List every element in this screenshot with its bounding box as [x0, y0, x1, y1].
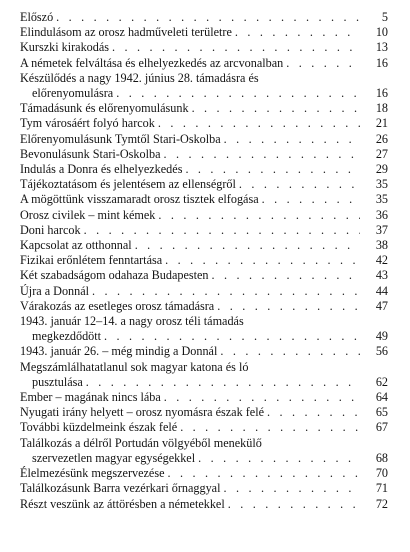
toc-entry-multiline — [20, 436, 388, 466]
dot-leader — [164, 466, 360, 481]
toc-entry-page: 65 — [375, 405, 388, 420]
toc-entry-title: A németek felváltása és elhelyezkedés az arcvonalban — [20, 55, 284, 70]
toc-entry-page: 68 — [375, 450, 388, 465]
toc-entry-title-continued: szervezetlen magyar egységekkel — [32, 450, 196, 465]
toc-entry — [20, 253, 388, 268]
toc-entry — [20, 497, 388, 512]
toc-entry-continuation — [20, 375, 388, 390]
toc-entry-page: 37 — [375, 222, 388, 237]
toc-entry-title: Ember – magának nincs lába — [20, 390, 161, 405]
toc-entry-page: 29 — [375, 162, 388, 177]
dot-leader — [283, 56, 360, 71]
dot-leader — [132, 238, 360, 253]
toc-entry-page: 35 — [375, 177, 388, 192]
table-of-contents — [20, 10, 388, 512]
dot-leader — [195, 451, 360, 466]
toc-entry — [20, 466, 388, 481]
toc-entry-title: Előrenyomulásunk Tymtől Stari-Oskolba — [20, 131, 221, 146]
toc-entry — [20, 177, 388, 192]
toc-entry-title: Nyugati irány helyett – orosz nyomásra észak felé — [20, 405, 264, 420]
toc-entry-page: 43 — [375, 268, 388, 283]
toc-entry-title: Doni harcok — [20, 222, 81, 237]
toc-entry-title: Újra a Donnál — [20, 283, 90, 298]
dot-leader — [217, 344, 360, 359]
dot-leader — [214, 299, 360, 314]
toc-entry-title: Találkozásunk Barra vezérkari őrnaggyal — [20, 481, 221, 496]
dot-leader — [155, 208, 360, 223]
toc-entry — [20, 132, 388, 147]
toc-entry — [20, 481, 388, 496]
dot-leader — [236, 177, 360, 192]
toc-entry — [20, 192, 388, 207]
toc-entry-page: 62 — [375, 374, 388, 389]
toc-entry-title: További küzdelmeink észak felé — [20, 420, 178, 435]
toc-entry-title: Bevonulásunk Stari-Oskolba — [20, 146, 161, 161]
toc-entry-page: 16 — [375, 86, 388, 101]
dot-leader — [83, 375, 360, 390]
toc-entry-title: Tájékoztatásom és jelentésem az ellenségről — [20, 177, 236, 192]
toc-entry-continuation — [20, 451, 388, 466]
toc-entry-title: Orosz civilek – mint kémek — [20, 207, 156, 222]
toc-entry-title: Készülődés a nagy 1942. június 28. támadásra és — [20, 70, 259, 85]
toc-entry-title: Két szabadságom odahaza Budapesten — [20, 268, 209, 283]
toc-entry — [20, 40, 388, 55]
toc-entry-multiline — [20, 314, 388, 344]
toc-entry-title: 1943. január 26. – még mindig a Donnál — [20, 344, 218, 359]
toc-entry-title: Előszó — [20, 10, 54, 24]
toc-entry-continuation — [20, 86, 388, 101]
toc-entry-title-continued: megkezdődött — [32, 329, 102, 344]
toc-entry-page: 56 — [375, 344, 388, 359]
dot-leader — [162, 253, 360, 268]
toc-entry — [20, 284, 388, 299]
dot-leader — [177, 420, 360, 435]
dot-leader — [109, 40, 360, 55]
dot-leader — [81, 223, 360, 238]
dot-leader — [101, 329, 360, 344]
toc-entry-title: Megszámlálhatatlanul sok magyar katona és ló — [20, 359, 249, 374]
toc-entry-page: 21 — [375, 116, 388, 131]
toc-entry — [20, 238, 388, 253]
toc-entry — [20, 420, 388, 435]
toc-entry-title: Élelmezésünk megszervezése — [20, 466, 165, 481]
toc-entry-multiline — [20, 360, 388, 390]
toc-entry — [20, 101, 388, 116]
toc-entry — [20, 25, 388, 40]
toc-entry-title: Elindulásom az orosz hadműveleti területre — [20, 25, 232, 40]
toc-entry-page: 72 — [375, 496, 388, 511]
toc-entry — [20, 147, 388, 162]
toc-entry-page: 13 — [375, 40, 388, 55]
toc-entry — [20, 390, 388, 405]
toc-entry — [20, 223, 388, 238]
dot-leader — [161, 390, 360, 405]
dot-leader — [53, 10, 360, 25]
toc-entry-page: 5 — [381, 10, 388, 24]
toc-entry-title: Találkozás a délről Portudán völgyéből menekülő — [20, 435, 262, 450]
toc-entry-title: Kapcsolat az otthonnal — [20, 238, 132, 253]
dot-leader — [221, 132, 360, 147]
toc-entry-title: Fizikai erőnlétem fenntartása — [20, 253, 163, 268]
toc-entry — [20, 405, 388, 420]
toc-entry — [20, 116, 388, 131]
toc-entry-title: Tym városáért folyó harcok — [20, 116, 155, 131]
toc-entry-page: 26 — [375, 131, 388, 146]
toc-entry-page: 36 — [375, 207, 388, 222]
toc-entry-page: 71 — [375, 481, 388, 496]
toc-entry-continuation — [20, 329, 388, 344]
dot-leader — [155, 116, 360, 131]
toc-entry-page: 38 — [375, 238, 388, 253]
toc-entry-page: 70 — [375, 466, 388, 481]
dot-leader — [225, 497, 360, 512]
toc-entry-title-continued: pusztulása — [32, 374, 83, 389]
toc-entry-page: 64 — [375, 390, 388, 405]
toc-entry-page: 42 — [375, 253, 388, 268]
toc-entry — [20, 268, 388, 283]
toc-entry — [20, 162, 388, 177]
toc-entry-title: Indulás a Donra és elhelyezkedés — [20, 162, 183, 177]
toc-entry-page: 18 — [375, 101, 388, 116]
toc-entry — [20, 299, 388, 314]
toc-entry-title: 1943. január 12–14. a nagy orosz téli támadás — [20, 314, 244, 329]
toc-entry-title: Várakozás az esetleges orosz támadásra — [20, 298, 215, 313]
dot-leader — [160, 147, 360, 162]
toc-entry — [20, 344, 388, 359]
toc-entry-page: 49 — [375, 329, 388, 344]
toc-entry — [20, 56, 388, 71]
toc-entry-title: Részt veszünk az áttörésben a németekkel — [20, 496, 225, 511]
dot-leader — [189, 101, 360, 116]
toc-entry-page: 44 — [375, 283, 388, 298]
dot-leader — [89, 284, 360, 299]
toc-entry-page: 10 — [375, 25, 388, 40]
dot-leader — [264, 405, 360, 420]
dot-leader — [182, 162, 360, 177]
toc-entry-title: Kurszki kirakodás — [20, 40, 110, 55]
toc-entry-page: 27 — [375, 146, 388, 161]
toc-entry — [20, 208, 388, 223]
dot-leader — [113, 86, 360, 101]
toc-entry-title: A mögöttünk visszamaradt orosz tisztek elfogása — [20, 192, 259, 207]
toc-entry-multiline — [20, 71, 388, 101]
toc-entry-page: 16 — [375, 55, 388, 70]
toc-entry-title: Támadásunk és előrenyomulásunk — [20, 101, 189, 116]
dot-leader — [232, 25, 360, 40]
dot-leader — [209, 268, 361, 283]
dot-leader — [259, 192, 360, 207]
toc-entry — [20, 10, 388, 25]
toc-entry-page: 35 — [375, 192, 388, 207]
toc-entry-page: 47 — [375, 298, 388, 313]
dot-leader — [220, 481, 360, 496]
toc-entry-page: 67 — [375, 420, 388, 435]
toc-entry-title-continued: előrenyomulásra — [32, 86, 114, 101]
